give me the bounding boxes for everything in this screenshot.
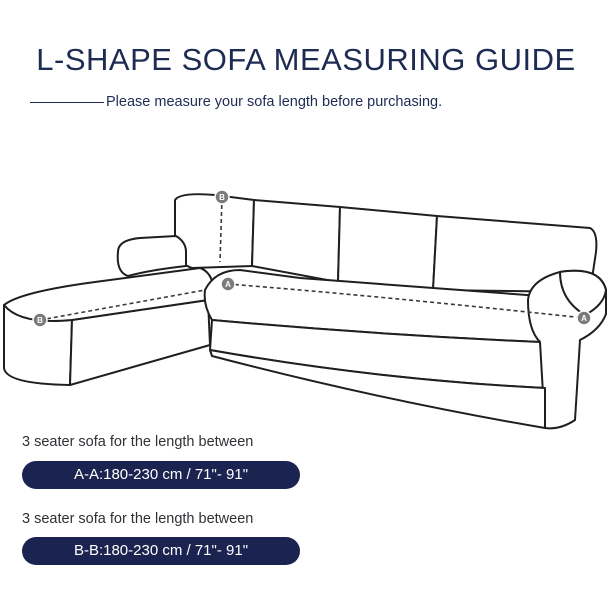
svg-text:B: B [219,193,225,202]
spec-value-b-b: B-B:180-230 cm / 71"- 91" [22,537,300,565]
marker-a-right [577,311,591,325]
marker-a-top [221,277,235,291]
marker-b-top [215,190,229,204]
svg-text:A: A [581,314,587,323]
spec-value-a-a: A-A:180-230 cm / 71"- 91" [22,461,300,489]
marker-b-left [33,313,47,327]
subtitle-row [30,92,442,112]
spec-label-a: 3 seater sofa for the length between [22,434,254,450]
back-cushion-mid-right [338,207,437,290]
sofa-illustration [0,180,612,430]
svg-text:B: B [37,316,43,325]
page-title: L-SHAPE SOFA MEASURING GUIDE [36,42,576,77]
left-arm-bolster [118,236,186,276]
spec-label-b: 3 seater sofa for the length between [22,511,254,527]
svg-text:A: A [225,280,231,289]
subtitle-text: Please measure your sofa length before purchasing. [106,94,443,110]
back-cushion-mid-left [252,200,340,282]
subtitle-divider-line [30,102,104,103]
